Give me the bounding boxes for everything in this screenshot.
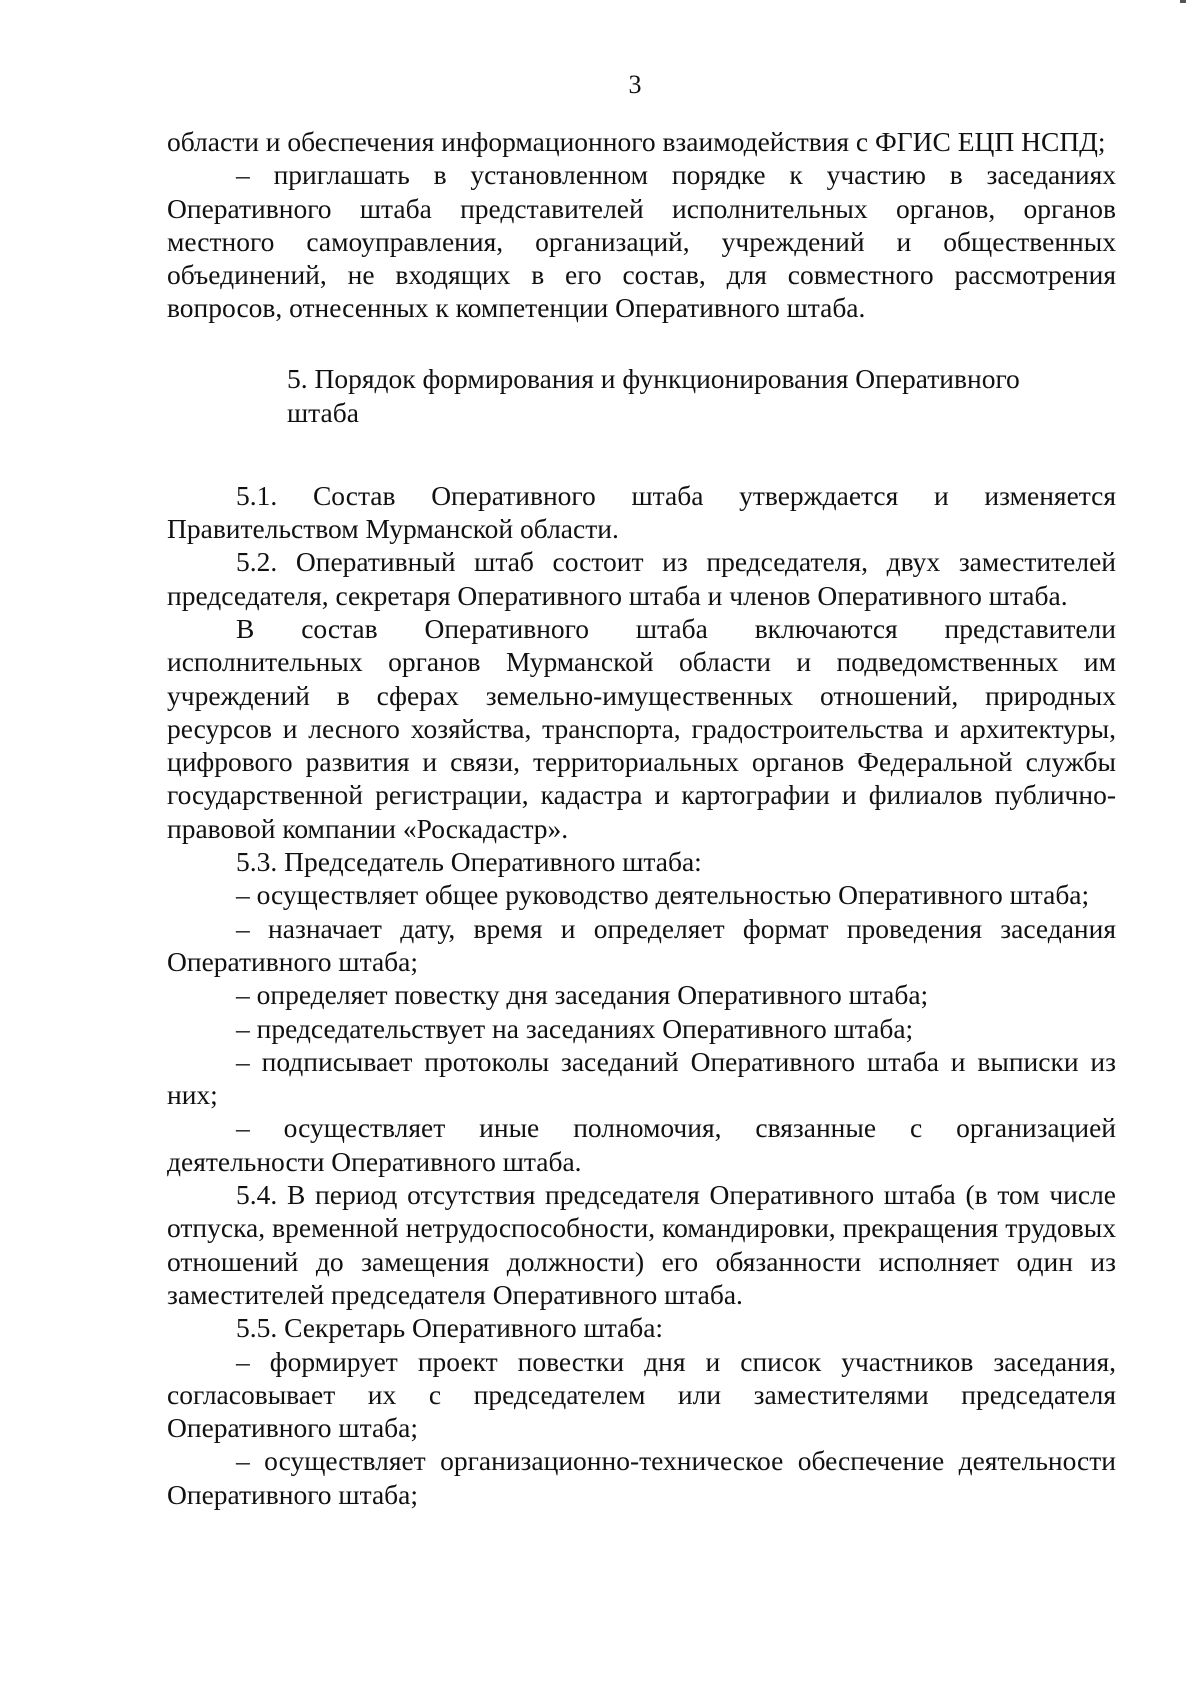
paragraph: области и обеспечения информационного взаимодействия с ФГИС ЕЦП НСПД; — [167, 126, 1106, 157]
list-item: – осуществляет общее руководство деятельностью Оперативного штаба; — [236, 879, 1090, 911]
list-item: – назначает дату, время и определяет формат проведения заседания Оперативного штаба; — [167, 912, 1116, 977]
clause-5-5: 5.5. Секретарь Оперативного штаба: — [236, 1312, 664, 1344]
clause-5-2-composition: В состав Оперативного штаба включаются представители исполнительных органов Мурманской области и подведомственных им учреждений в сферах земельно-имущественных отношений, природных ресурсов и лесного хозяйства, транспорта, градостроительства и архитектуры, цифрового развития и связи, территориальных органов Федеральной службы государственной регистрации, кадастра и картографии и филиалов публично-правовой компании «Роскадастр». — [167, 612, 1116, 844]
list-item: – определяет повестку дня заседания Оперативного штаба; — [236, 979, 929, 1011]
list-item: – осуществляет организационно-техническое обеспечение деятельности Оперативного штаба; — [167, 1445, 1116, 1510]
list-item: – подписывает протоколы заседаний Оперативного штаба и выписки из них; — [167, 1045, 1116, 1111]
clause-5-3: 5.3. Председатель Оперативного штаба: — [236, 846, 702, 878]
clause-5-1: 5.1. Состав Оперативного штаба утверждается и изменяется Правительством Мурманской области. — [167, 479, 1116, 545]
clause-5-2: 5.2. Оперативный штаб состоит из председателя, двух заместителей председателя, секретаря Оперативного штаба и членов Оперативного штаба. — [167, 546, 1116, 611]
page-number: 3 — [628, 70, 642, 99]
section-heading-line: 5. Порядок формирования и функционирования Оперативного — [287, 362, 1020, 394]
scan-mark — [1180, 0, 1186, 3]
list-item: – формирует проект повестки дня и список участников заседания, согласовывает их с председателем или заместителями председателя Оперативного штаба; — [167, 1345, 1116, 1444]
list-item: – осуществляет иные полномочия, связанные с организацией деятельности Оперативного штаба. — [167, 1112, 1116, 1177]
section-heading-line: штаба — [287, 396, 359, 428]
paragraph: – приглашать в установленном порядке к участию в заседаниях Оперативного штаба представителей исполнительных органов, органов местного самоуправления, организаций, учреждений и общественных объединений, не входящих в его состав, для совместного рассмотрения вопросов, отнесенных к компетенции Оперативного штаба. — [167, 159, 1116, 324]
section-heading — [167, 362, 1116, 430]
list-item: – председательствует на заседаниях Оперативного штаба; — [236, 1012, 914, 1044]
document-body — [167, 125, 1116, 1511]
clause-5-4: 5.4. В период отсутствия председателя Оперативного штаба (в том числе отпуска, временной нетрудоспособности, командировки, прекращения трудовых отношений до замещения должности) его обязанности исполняет один из заместителей председателя Оперативного штаба. — [167, 1179, 1116, 1310]
